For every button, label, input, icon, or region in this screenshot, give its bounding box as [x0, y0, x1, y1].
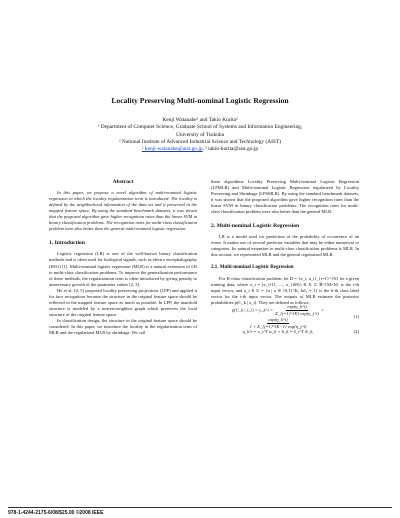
section-heading-introduction: 1. Introduction: [49, 240, 85, 247]
equation-2-body: η_k^i = x_i^T w_k + b_k = x̃_i^T w̃_k,: [242, 328, 314, 334]
footer-isbn: 978-1-4244-2175-6/08/$25.00 ©2008 IEEE: [8, 510, 104, 516]
affiliation-2: ² National Institute of Advanced Industrial Science and Technology (AIST): [118, 138, 282, 145]
equation-1-numerator-1: exp(η_k^i): [286, 304, 307, 311]
abstract-heading: Abstract: [112, 179, 134, 185]
email-link-1[interactable]: ¹ kenji-watanabe@aist.go.jp: [141, 146, 203, 153]
intro-paragraph-3: In classification design, the structure in the original feature space should be considered. In this paper, we introduce the locality in the regularization term of MLR and the regularized MLR by shrinkage. We call: [49, 317, 197, 336]
email-separator: ,: [202, 146, 206, 153]
equation-1-lhs: p(C_k | x_i) = y_k^i =: [231, 307, 274, 313]
equation-1-numerator-2: exp(η_k^i): [267, 317, 288, 324]
affiliation-1-university: University of Tsukuba: [175, 131, 225, 138]
email-line: [0, 146, 400, 153]
mlr-paragraph-1: LR is a model used for prediction of the probability of occurrence of an event. It makes use of several predictor variables that may be either numerical or categories. Its natural extension to multi-class classification problems is MLR. In this section, we represented MLR and the general regularized MLR.: [211, 234, 359, 258]
intro-continuation: these algorithms Locality Preserving Multi-nominal Logistic Regression (LPMLR) and Multi-nominal Logistic Regression regularized by Locality Preserving and Shrinkage (LPSMLR). By using the standard benchmark datasets, it was shown that the proposed algorithm gave higher recognition rates than the linear SVM in binary classification problems. The recognition rates for multi-class classification problem were also better than the general MLR.: [211, 179, 359, 215]
email-2: ² takio-kurita@aist.go.jp: [205, 146, 259, 153]
equation-1-number: (1): [353, 313, 359, 319]
intro-paragraph-2: He et al. [4, 5] proposed locality preserving projections (LPP) and applied it for face recognition because the structure in the original feature space should be reflected in the mapped feature space as much as possible. In LPP, the manifold structure is modeled by a nearest-neighbor graph which preserves the local structure of the original feature space.: [49, 287, 197, 317]
author-names: Kenji Watanabe¹ and Takio Kurita²: [162, 117, 238, 123]
mlr-definition-paragraph: For K-class classification problem, let D = {x_i, u_i}_{i=1}^{N} be a given training data, where x_i = (x_{i1}, …, x_{iM}) ∈ X ⊂ ℜ^{M×N} is the i-th input vector, and u_i ∈ U = {u | u ∈ {0,1}^K, ‖u‖₁ = 1} is the k-th class label vector for the i-th input vector. The outputs of MLR estimate the posterior probabilities p(C_k | x_i). They are defined as follows,: [211, 275, 359, 305]
section-heading-mlr: 2. Multi-nominal Logistic Regression: [211, 223, 300, 230]
right-column: [211, 179, 359, 339]
abstract-text: In this paper, we propose a novel algorithm of multi-nominal logistic regression in which the locality regularization term is introduced. The locality is defined by the neighborhood information of the data set and it preserved in the mapped feature space. By using the standard benchmark datasets, it was shown that the proposed algorithm gave higher recognition rates than the linear SVM in binary classification problems. The recognition rates for multi-class classification problem were also better than the general multi-nominal logistic regression.: [49, 190, 197, 232]
equation-1-fraction-1: [275, 304, 319, 317]
subsection-heading-mlr: 2.1. Multi-nominal Logistic Regression: [211, 264, 294, 270]
equation-1-equals: =: [321, 307, 325, 313]
equation-1-denominator-2: 1 + Σ_{j=1}^{K−1} exp(η_j^i): [249, 323, 307, 329]
equation-2: [211, 328, 359, 336]
left-column: [49, 179, 197, 336]
paper-title: Locality Preserving Multi-nominal Logistic Regression: [111, 96, 289, 105]
author-block: [0, 117, 400, 153]
footer-divider: [8, 507, 392, 508]
equation-1-denominator-1: Σ_{j=1}^{K} exp(η_j^i): [275, 310, 319, 316]
intro-paragraph-1: Logistic regression (LR) is one of the well-known binary classification methods and is often used for biological signals, such as electro encephalography (EEG) [1]. Multi-nominal logistic regression (MLR) is a natural extension of LR to multi-class classification problems. To improve the generalization performance of these methods, the regularization term is often introduced by giving penalty to unnecessary growth of the parameter values [2, 3].: [49, 251, 197, 287]
equation-1-body: [211, 304, 345, 330]
affiliation-1: ¹ Department of Computer Science, Graduate School of Systems and Information Engineering,: [97, 124, 303, 131]
equation-2-number: (2): [353, 328, 359, 334]
